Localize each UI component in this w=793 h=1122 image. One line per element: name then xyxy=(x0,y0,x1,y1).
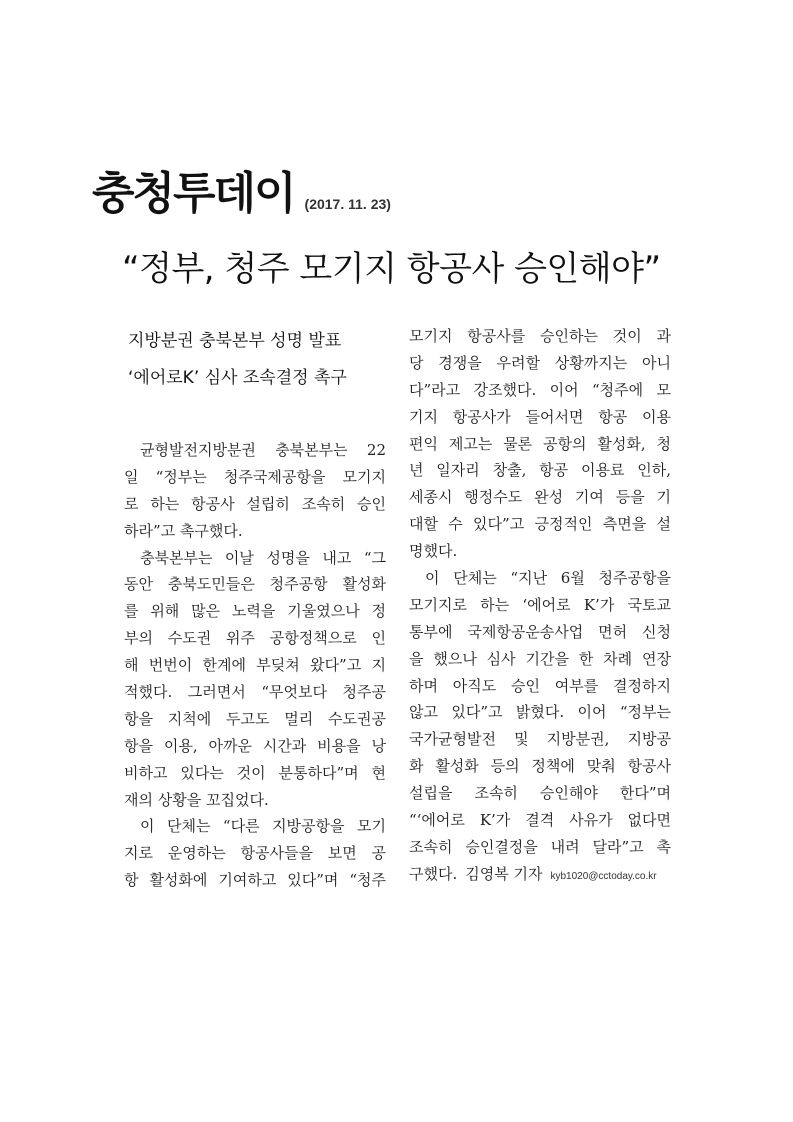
headline: “정부, 청주 모기지 항공사 승인해야” xyxy=(122,249,661,289)
body-line: 명했다. xyxy=(409,542,458,561)
body-line: 설립을 조속히 승인해야 한다”며 xyxy=(409,784,671,803)
body-line: 년 일자리 창출, 항공 이용료 인하, xyxy=(409,461,671,480)
body-line: 세종시 행정수도 완성 기여 등을 기 xyxy=(409,488,671,507)
closing-text: 구했다. xyxy=(409,864,458,883)
body-line: 균형발전지방분권 충북본부는 22 xyxy=(140,441,386,459)
subheading: ‘에어로K’ 심사 조속결정 촉구 xyxy=(128,368,347,388)
masthead xyxy=(92,168,391,219)
body-line: 기지 항공사가 들어서면 항공 이용 xyxy=(409,407,671,426)
body-line: 을 했으나 심사 기간을 한 차례 연장 xyxy=(409,649,671,668)
body-line: 모기지 항공사를 승인하는 것이 과 xyxy=(409,327,671,345)
reporter-email: kyb1020@cctoday.co.kr xyxy=(550,870,657,882)
body-line: 로 하는 항공사 설립히 조속히 승인 xyxy=(124,494,386,513)
reporter-byline: 김영복 기자 xyxy=(465,864,543,883)
publication-date: (2017. 11. 23) xyxy=(304,196,391,212)
body-line: 국가균형발전 및 지방분권, 지방공 xyxy=(409,730,671,749)
body-line: 통부에 국제항공운송사업 면허 신청 xyxy=(409,622,671,641)
body-line: 다”라고 강조했다. 이어 “청주에 모 xyxy=(409,380,671,399)
body-line: 항을 이용, 아까운 시간과 비용을 낭 xyxy=(124,736,386,755)
body-line: 지로 운영하는 항공사들을 보면 공 xyxy=(124,844,386,863)
body-line: 대할 수 있다”고 긍정적인 측면을 설 xyxy=(409,515,671,534)
body-line: 당 경쟁을 우려할 상황까지는 아니 xyxy=(409,353,671,372)
body-line: 적했다. 그러면서 “무엇보다 청주공 xyxy=(124,683,386,702)
body-line: 비하고 있다는 것이 분통하다”며 현 xyxy=(124,763,386,782)
body-line: 하며 아직도 승인 여부를 결정하지 xyxy=(409,676,671,695)
body-line: 해 번번이 한계에 부딪쳐 왔다”고 지 xyxy=(124,656,386,675)
body-line: 화 활성화 등의 정책에 맞춰 항공사 xyxy=(409,757,671,776)
subheading: 지방분권 충북본부 성명 발표 xyxy=(128,331,342,351)
subheadings xyxy=(128,323,386,397)
body-line: 충북본부는 이날 성명을 내고 “그 xyxy=(140,548,386,567)
body-line: “‘에어로 K’가 결격 사유가 없다면 xyxy=(409,811,671,830)
body-line: 항 활성화에 기여하고 있다”며 “청주 xyxy=(124,871,386,890)
body-line: 일 “정부는 청주국제공항을 모기지 xyxy=(124,467,386,486)
body-line: 재의 상황을 꼬집었다. xyxy=(124,790,269,809)
body-line: 않고 있다”고 밝혔다. 이어 “정부는 xyxy=(409,703,671,722)
body-line: 부의 수도권 위주 공항정책으로 인 xyxy=(124,629,386,648)
body-line: 이 단체는 “지난 6월 청주공항을 xyxy=(425,569,671,588)
body-line: 조속히 승인결정을 내려 달라”고 촉 xyxy=(409,837,671,856)
article-column-left xyxy=(124,323,386,894)
article-column-right xyxy=(409,323,671,888)
body-line: 항을 지척에 두고도 멀리 수도권공 xyxy=(124,709,386,728)
body-line: 편익 제고는 물론 공항의 활성화, 청 xyxy=(409,434,671,453)
body-line: 동안 충북도민들은 청주공항 활성화 xyxy=(124,575,386,594)
body-line: 이 단체는 “다른 지방공항을 모기 xyxy=(140,817,386,836)
body-line: 하라”고 촉구했다. xyxy=(124,521,243,540)
body-line: 를 위해 많은 노력을 기울였으나 정 xyxy=(124,602,386,621)
body-line: 모기지로 하는 ‘에어로 K’가 국토교 xyxy=(409,595,671,614)
article-signoff xyxy=(409,861,671,888)
newspaper-name: 충청투데이 xyxy=(92,168,295,219)
